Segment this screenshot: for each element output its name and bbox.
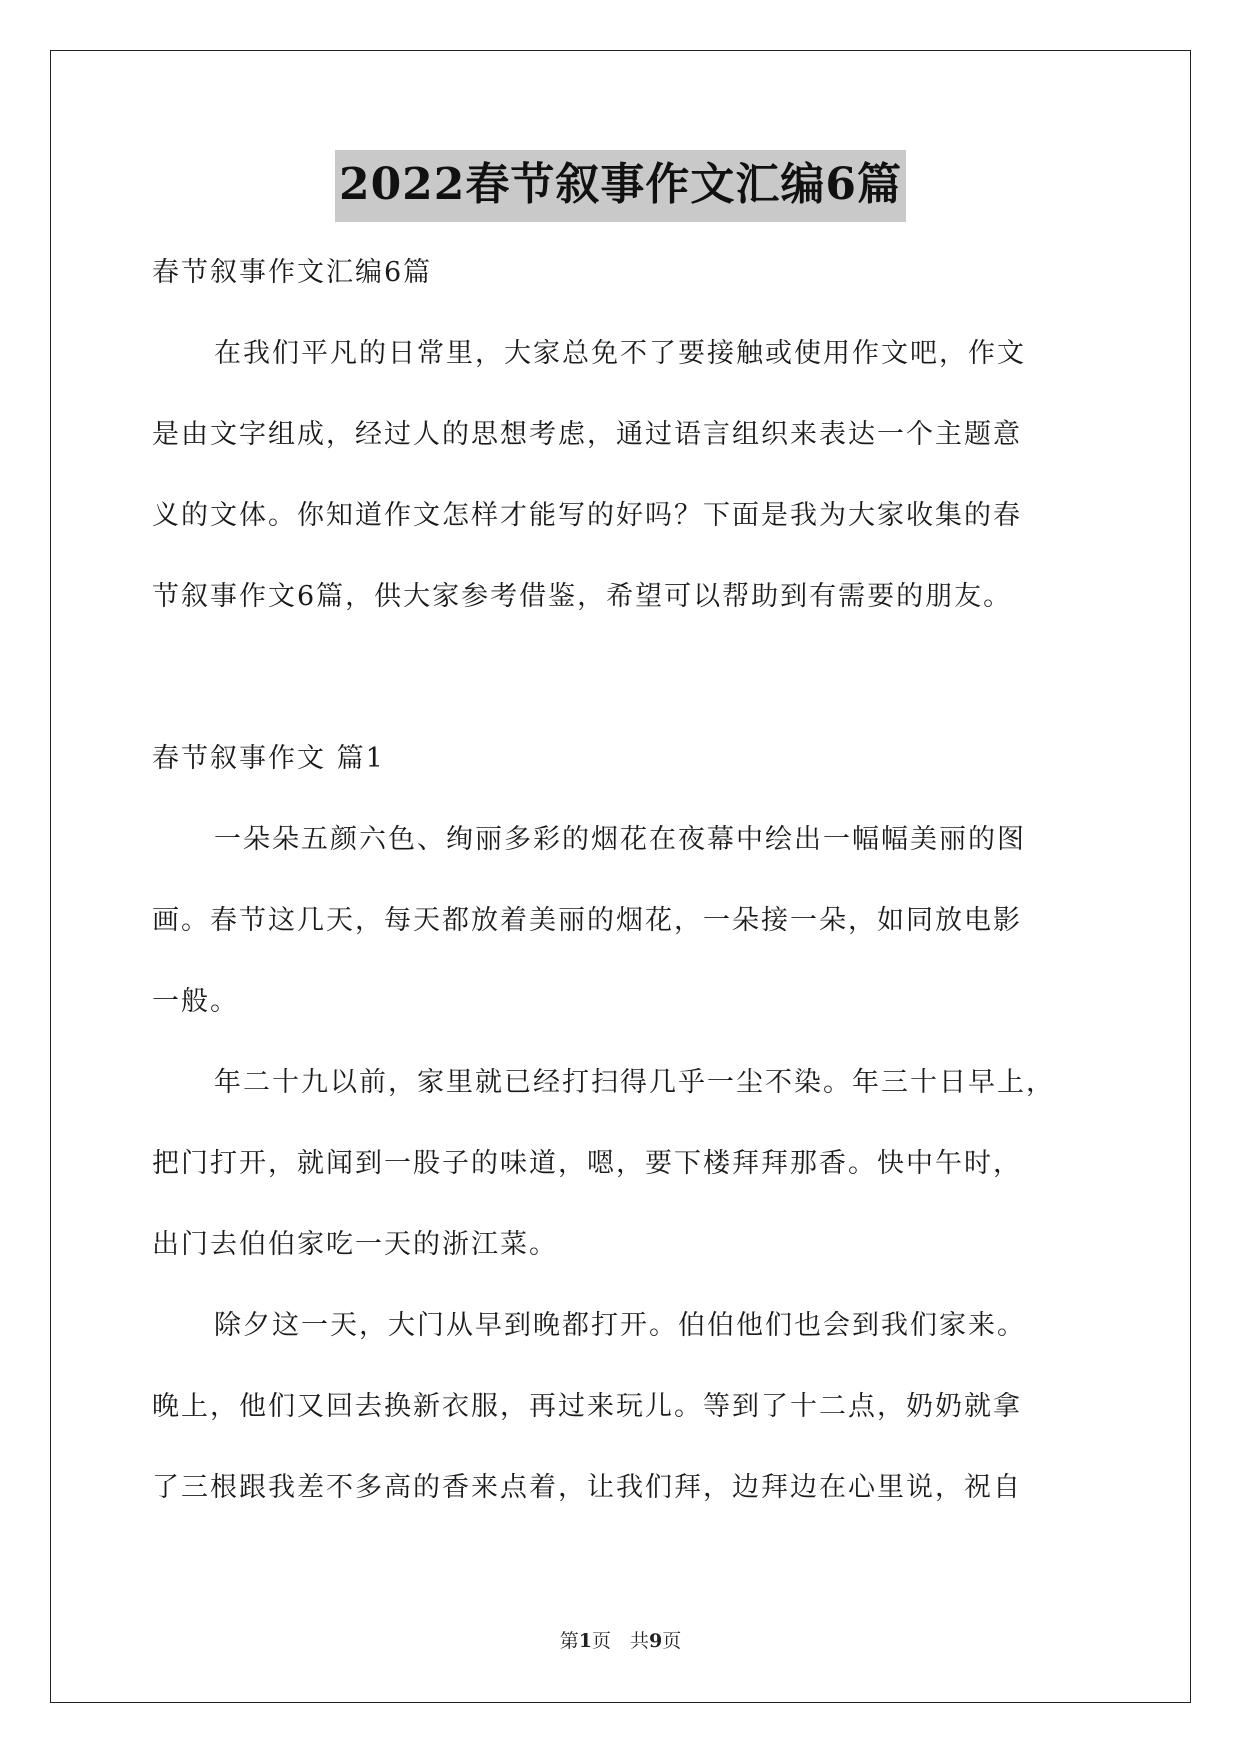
section-heading: 春节叙事作文 篇1	[152, 743, 385, 774]
paragraph-line: 把门打开，就闻到一股子的味道，嗯，要下楼拜拜那香。快中午时，	[152, 1148, 1022, 1179]
intro-line: 义的文体。你知道作文怎样才能写的好吗？下面是我为大家收集的春	[152, 500, 1022, 531]
paragraph-line: 一朵朵五颜六色、绚丽多彩的烟花在夜幕中绘出一幅幅美丽的图	[214, 824, 1026, 855]
document-title: 2022春节叙事作文汇编6篇	[335, 150, 906, 222]
intro-line: 节叙事作文6篇，供大家参考借鉴，希望可以帮助到有需要的朋友。	[152, 581, 1013, 612]
footer-suffix: 页	[662, 1630, 682, 1652]
paragraph-line: 除夕这一天，大门从早到晚都打开。伯伯他们也会到我们家来。	[214, 1310, 1026, 1341]
document-body	[152, 232, 1087, 1528]
paragraph-line: 画。春节这几天，每天都放着美丽的烟花，一朵接一朵，如同放电影	[152, 905, 1022, 936]
paragraph-line: 了三根跟我差不多高的香来点着，让我们拜，边拜边在心里说，祝自	[152, 1472, 1022, 1503]
intro-line: 在我们平凡的日常里，大家总免不了要接触或使用作文吧，作文	[214, 338, 1026, 369]
intro-line: 是由文字组成，经过人的思想考虑，通过语言组织来表达一个主题意	[152, 419, 1022, 450]
footer-mid: 页 共	[591, 1630, 649, 1652]
title-container	[0, 150, 1241, 222]
footer-prefix: 第	[559, 1630, 579, 1652]
paragraph-gap	[152, 637, 1087, 718]
subtitle: 春节叙事作文汇编6篇	[152, 257, 433, 288]
paragraph-line: 晚上，他们又回去换新衣服，再过来玩儿。等到了十二点，奶奶就拿	[152, 1391, 1022, 1422]
paragraph-line: 一般。	[152, 986, 239, 1017]
paragraph-line: 出门去伯伯家吃一天的浙江菜。	[152, 1229, 558, 1260]
footer-page-current: 1	[578, 1630, 592, 1652]
paragraph-line: 年二十九以前，家里就已经打扫得几乎一尘不染。年三十日早上，	[214, 1067, 1055, 1098]
footer-page-total: 9	[649, 1630, 663, 1652]
page-footer	[0, 1626, 1241, 1653]
